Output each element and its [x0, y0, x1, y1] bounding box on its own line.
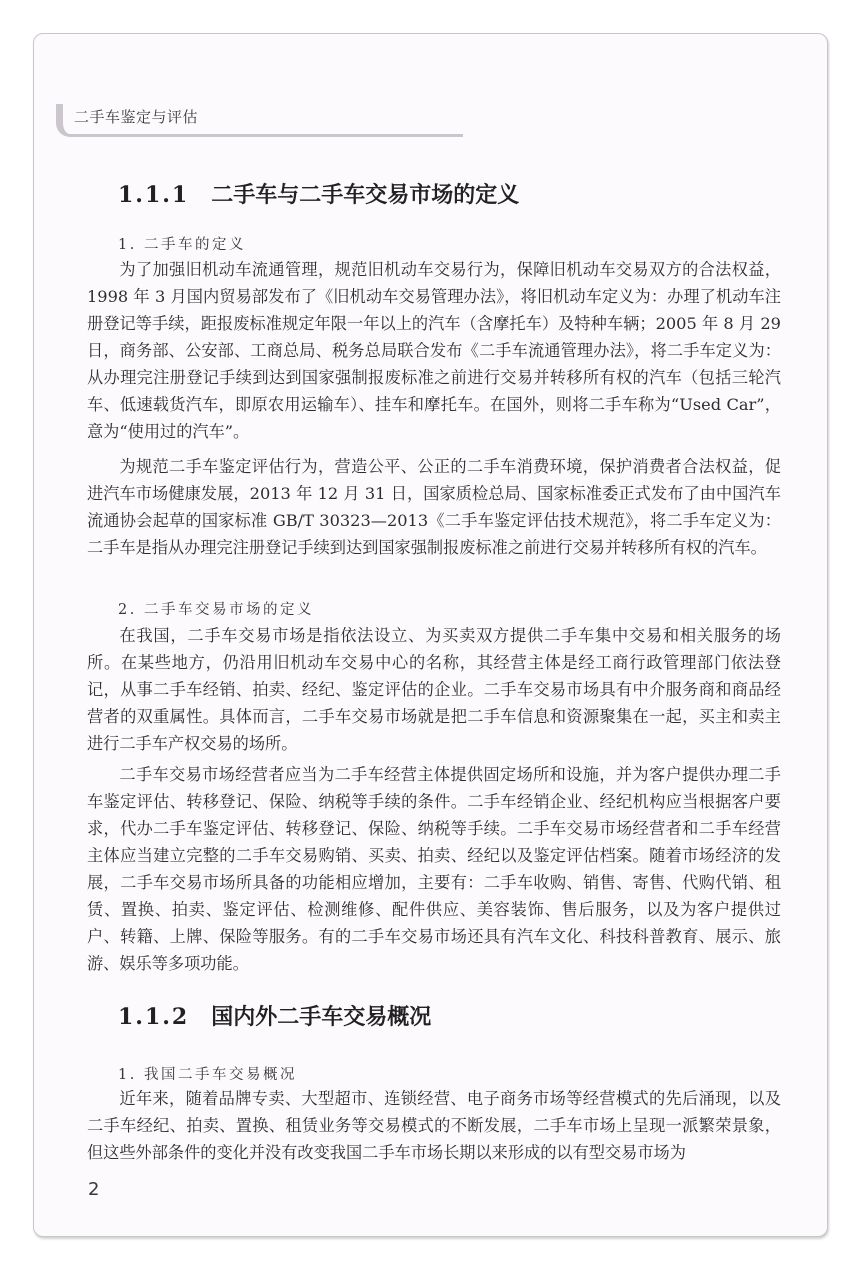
subheading-used-car-definition: 1. 二手车的定义 [118, 237, 246, 253]
paragraph-2: 为规范二手车鉴定评估行为，营造公平、公正的二手车消费环境，保护消费者合法权益，促进汽车市场健康发展，2013 年 12 月 31 日，国家质检总局、国家标准委正式发布了由中国汽车流通协会起草的国家标准 GB/T 30323—2013《二手车鉴定评估技术规范》，将二手车定义为：二手车是指从办理完注册登记手续到达到国家强制报废标准之前进行交易并转移所有权的汽车。 [87, 457, 781, 557]
subheading-market-definition: 2. 二手车交易市场的定义 [118, 602, 314, 618]
paragraph-1: 为了加强旧机动车流通管理，规范旧机动车交易行为，保障旧机动车交易双方的合法权益，1998 年 3 月国内贸易部发布了《旧机动车交易管理办法》，将旧机动车定义为：办理了机动车注册登记等手续，距报废标准规定年限一年以上的汽车（含摩托车）及特种车辆；2005 年 8 月 29 日，商务部、公安部、工商总局、税务总局联合发布《二手车流通管理办法》，将二手车定义为：从办理完注册登记手续到达到国家强制报废标准之前进行交易并转移所有权的汽车（包括三轮汽车、低速载货汽车，即原农用运输车）、挂车和摩托车。在国外，则将二手车称为“Used Car”，意为“使用过的汽车”。 [87, 260, 781, 441]
running-head-title: 二手车鉴定与评估 [74, 108, 199, 126]
section-title: 国内外二手车交易概况 [211, 1005, 432, 1030]
section-heading-1-1-1 [118, 178, 519, 209]
section-heading-1-1-2 [118, 1000, 431, 1031]
section-title: 二手车与二手车交易市场的定义 [211, 183, 520, 208]
section-number: 1.1.1 [118, 182, 190, 208]
paragraph-3: 在我国，二手车交易市场是指依法设立、为买卖双方提供二手车集中交易和相关服务的场所。在某些地方，仍沿用旧机动车交易中心的名称，其经营主体是经工商行政管理部门依法登记，从事二手车经销、拍卖、经纪、鉴定评估的企业。二手车交易市场具有中介服务商和商品经营者的双重属性。具体而言，二手车交易市场就是把二手车信息和资源聚集在一起，买主和卖主进行二手车产权交易的场所。 [87, 626, 781, 753]
subheading-domestic-overview: 1. 我国二手车交易概况 [118, 1067, 297, 1083]
paragraph-4: 二手车交易市场经营者应当为二手车经营主体提供固定场所和设施，并为客户提供办理二手车鉴定评估、转移登记、保险、纳税等手续的条件。二手车经销企业、经纪机构应当根据客户要求，代办二手车鉴定评估、转移登记、保险、纳税等手续。二手车交易市场经营者和二手车经营主体应当建立完整的二手车交易购销、买卖、拍卖、经纪以及鉴定评估档案。随着市场经济的发展，二手车交易市场所具备的功能相应增加，主要有：二手车收购、销售、寄售、代购代销、租赁、置换、拍卖、鉴定评估、检测维修、配件供应、美容装饰、售后服务，以及为客户提供过户、转籍、上牌、保险等服务。有的二手车交易市场还具有汽车文化、科技科普教育、展示、旅游、娱乐等多项功能。 [87, 765, 781, 973]
section-number: 1.1.2 [118, 1004, 190, 1030]
paragraph-5: 近年来，随着品牌专卖、大型超市、连锁经营、电子商务市场等经营模式的先后涌现，以及二手车经纪、拍卖、置换、租赁业务等交易模式的不断发展，二手车市场上呈现一派繁荣景象，但这些外部条件的变化并没有改变我国二手车市场长期以来形成的以有型交易市场为 [87, 1089, 781, 1162]
page-number: 2 [88, 1179, 100, 1200]
